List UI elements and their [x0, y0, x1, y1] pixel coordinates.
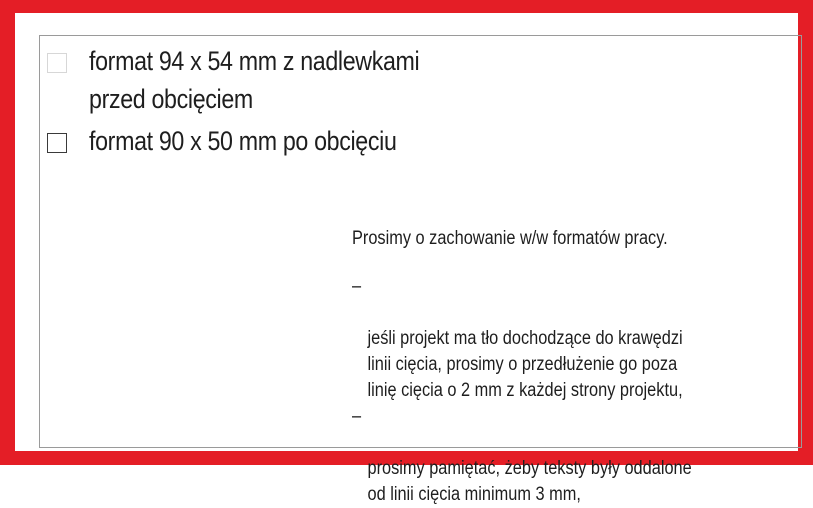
format-option-trimmed-label: format 90 x 50 mm po obcięciu: [89, 126, 397, 156]
instruction-bullet: [352, 404, 730, 508]
instruction-bullet-text: prosimy pamiętać, żeby teksty były oddalone od linii cięcia minimum 3 mm,: [367, 458, 692, 505]
instructions-intro: Prosimy o zachowanie w/w formatów pracy.: [352, 228, 668, 249]
bullet-dash: –: [352, 406, 362, 427]
checkbox-trimmed-format[interactable]: [47, 133, 67, 153]
instruction-bullet-text: jeśli projekt ma tło dochodzące do krawędzi linii cięcia, prosimy o przedłużenie go poza linię cięcia o 2 mm z każdej strony projektu,: [367, 328, 683, 401]
checkbox-bleed-format[interactable]: [47, 53, 67, 73]
format-option-bleed-label: format 94 x 54 mm z nadlewkami przed obcięciem: [89, 46, 420, 114]
format-option-trimmed[interactable]: [47, 122, 447, 160]
instruction-bullet: [352, 274, 730, 404]
format-instructions: [352, 226, 730, 508]
bullet-dash: –: [352, 276, 362, 297]
format-option-bleed[interactable]: [47, 42, 473, 118]
